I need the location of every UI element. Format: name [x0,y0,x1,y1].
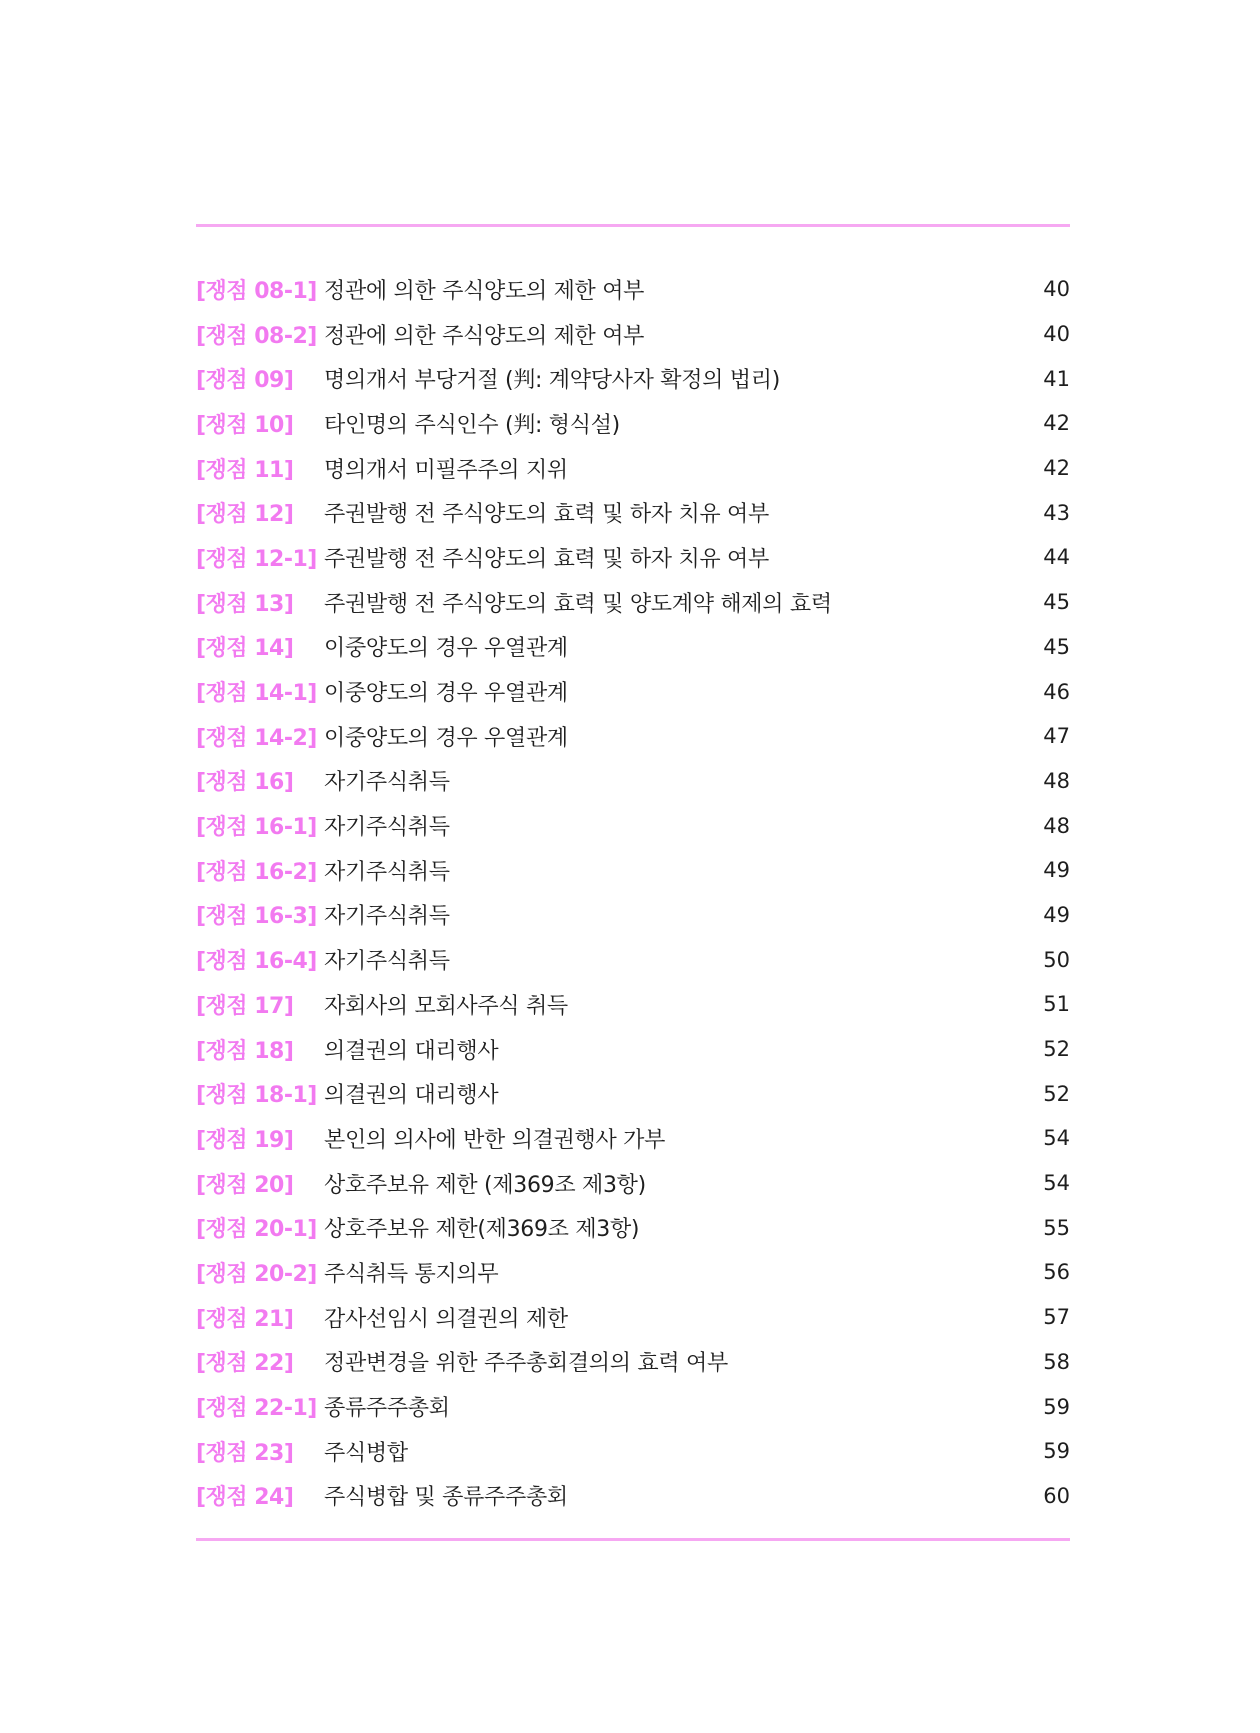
toc-entry-tag: [쟁점 18-1] [196,1083,317,1109]
toc-entry[interactable] [196,401,1070,446]
toc-entry[interactable] [196,312,1070,357]
toc-entry-page-number: 51 [1043,992,1070,1017]
toc-entry-title: 의결권의 대리행사 [324,1083,499,1109]
toc-entry-title: 명의개서 미필주주의 지위 [324,457,568,483]
toc-entry-tag: [쟁점 17] [196,993,294,1019]
toc-entry-title: 자기주식취득 [324,815,450,841]
toc-entry-tag: [쟁점 14-2] [196,725,317,751]
toc-entry-tag: [쟁점 11] [196,457,294,483]
toc-entry-tag: [쟁점 24] [196,1485,294,1511]
toc-entry-tag: [쟁점 22] [196,1351,294,1377]
toc-entry-title: 자기주식취득 [324,949,450,975]
toc-entry-tag: [쟁점 13] [196,591,294,617]
toc-entry[interactable] [196,1384,1070,1429]
toc-entry[interactable] [196,1161,1070,1206]
toc-entry[interactable] [196,848,1070,893]
toc-entry-page-number: 59 [1043,1394,1070,1419]
toc-entry-page-number: 49 [1043,858,1070,883]
bottom-divider [196,1538,1070,1541]
toc-entry-title: 이중양도의 경우 우열관계 [324,725,568,751]
toc-entry[interactable] [196,669,1070,714]
toc-entry-title: 자회사의 모회사주식 취득 [324,993,568,1019]
toc-entry-page-number: 52 [1043,1037,1070,1062]
toc-entry-tag: [쟁점 19] [196,1127,294,1153]
toc-entry-title: 정관변경을 위한 주주총회결의의 효력 여부 [324,1351,728,1377]
toc-entry[interactable] [196,356,1070,401]
table-of-contents [196,267,1070,1518]
toc-entry-page-number: 55 [1043,1215,1070,1240]
toc-entry[interactable] [196,535,1070,580]
toc-entry[interactable] [196,1340,1070,1385]
toc-entry[interactable] [196,1429,1070,1474]
toc-entry-title: 주권발행 전 주식양도의 효력 및 하자 치유 여부 [324,502,769,528]
toc-entry-page-number: 42 [1043,411,1070,436]
toc-entry-tag: [쟁점 14] [196,636,294,662]
toc-entry-tag: [쟁점 16-1] [196,815,317,841]
toc-entry-title: 주식병합 [324,1440,408,1466]
toc-entry[interactable] [196,759,1070,804]
toc-entry-page-number: 41 [1043,366,1070,391]
toc-entry-page-number: 40 [1043,322,1070,347]
toc-entry[interactable] [196,1250,1070,1295]
toc-entry-page-number: 54 [1043,1126,1070,1151]
toc-entry-page-number: 48 [1043,813,1070,838]
toc-entry-page-number: 44 [1043,545,1070,570]
toc-entry-page-number: 43 [1043,500,1070,525]
toc-entry-page-number: 52 [1043,1081,1070,1106]
toc-entry-tag: [쟁점 20] [196,1172,294,1198]
toc-entry-title: 주권발행 전 주식양도의 효력 및 하자 치유 여부 [324,546,769,572]
toc-entry-title: 감사선임시 의결권의 제한 [324,1306,568,1332]
toc-entry-title: 명의개서 부당거절 (判: 계약당사자 확정의 법리) [324,368,780,394]
toc-entry-tag: [쟁점 09] [196,368,294,394]
toc-entry-page-number: 45 [1043,590,1070,615]
toc-entry-tag: [쟁점 12-1] [196,546,317,572]
toc-entry-tag: [쟁점 16-4] [196,949,317,975]
toc-entry-title: 정관에 의한 주식양도의 제한 여부 [324,278,645,304]
toc-entry[interactable] [196,1027,1070,1072]
toc-entry-page-number: 49 [1043,902,1070,927]
toc-entry-page-number: 47 [1043,724,1070,749]
toc-entry-tag: [쟁점 16-2] [196,859,317,885]
toc-entry[interactable] [196,1205,1070,1250]
toc-entry-page-number: 60 [1043,1483,1070,1508]
toc-entry-title: 타인명의 주식인수 (判: 형식설) [324,412,620,438]
toc-entry-page-number: 48 [1043,768,1070,793]
toc-entry-page-number: 42 [1043,456,1070,481]
toc-entry-tag: [쟁점 20-2] [196,1261,317,1287]
toc-entry-tag: [쟁점 16] [196,770,294,796]
toc-entry-page-number: 54 [1043,1171,1070,1196]
toc-entry-title: 주식취득 통지의무 [324,1261,499,1287]
toc-entry-tag: [쟁점 22-1] [196,1396,317,1422]
toc-entry-tag: [쟁점 23] [196,1440,294,1466]
toc-entry[interactable] [196,1295,1070,1340]
toc-entry-title: 상호주보유 제한(제369조 제3항) [324,1217,640,1243]
toc-entry[interactable] [196,982,1070,1027]
toc-entry[interactable] [196,446,1070,491]
toc-entry-tag: [쟁점 12] [196,502,294,528]
toc-entry-page-number: 50 [1043,947,1070,972]
toc-entry[interactable] [196,490,1070,535]
toc-entry-title: 이중양도의 경우 우열관계 [324,636,568,662]
toc-entry-title: 자기주식취득 [324,859,450,885]
toc-entry-tag: [쟁점 21] [196,1306,294,1332]
toc-entry-tag: [쟁점 16-3] [196,904,317,930]
toc-entry-page-number: 56 [1043,1260,1070,1285]
toc-entry[interactable] [196,714,1070,759]
toc-entry-title: 자기주식취득 [324,770,450,796]
toc-entry-page-number: 46 [1043,679,1070,704]
toc-entry-title: 이중양도의 경우 우열관계 [324,681,568,707]
toc-entry-page-number: 58 [1043,1349,1070,1374]
toc-entry-page-number: 59 [1043,1439,1070,1464]
toc-entry-title: 주권발행 전 주식양도의 효력 및 양도계약 해제의 효력 [324,591,832,617]
toc-entry-tag: [쟁점 14-1] [196,681,317,707]
toc-entry[interactable] [196,937,1070,982]
toc-entry-title: 종류주주총회 [324,1396,450,1422]
toc-entry-tag: [쟁점 08-2] [196,323,317,349]
toc-entry[interactable] [196,1071,1070,1116]
toc-entry-page-number: 57 [1043,1305,1070,1330]
toc-entry[interactable] [196,1474,1070,1519]
top-divider [196,224,1070,227]
toc-entry[interactable] [196,625,1070,670]
toc-entry[interactable] [196,267,1070,312]
toc-entry[interactable] [196,803,1070,848]
toc-entry[interactable] [196,580,1070,625]
toc-entry-tag: [쟁점 20-1] [196,1217,317,1243]
toc-entry[interactable] [196,1116,1070,1161]
toc-entry[interactable] [196,893,1070,938]
toc-entry-tag: [쟁점 18] [196,1038,294,1064]
toc-entry-title: 상호주보유 제한 (제369조 제3항) [324,1172,646,1198]
toc-entry-title: 자기주식취득 [324,904,450,930]
toc-entry-title: 정관에 의한 주식양도의 제한 여부 [324,323,645,349]
toc-entry-page-number: 40 [1043,277,1070,302]
toc-entry-title: 본인의 의사에 반한 의결권행사 가부 [324,1127,666,1153]
toc-entry-tag: [쟁점 10] [196,412,294,438]
toc-entry-title: 주식병합 및 종류주주총회 [324,1485,568,1511]
toc-entry-title: 의결권의 대리행사 [324,1038,499,1064]
toc-entry-tag: [쟁점 08-1] [196,278,317,304]
toc-entry-page-number: 45 [1043,634,1070,659]
